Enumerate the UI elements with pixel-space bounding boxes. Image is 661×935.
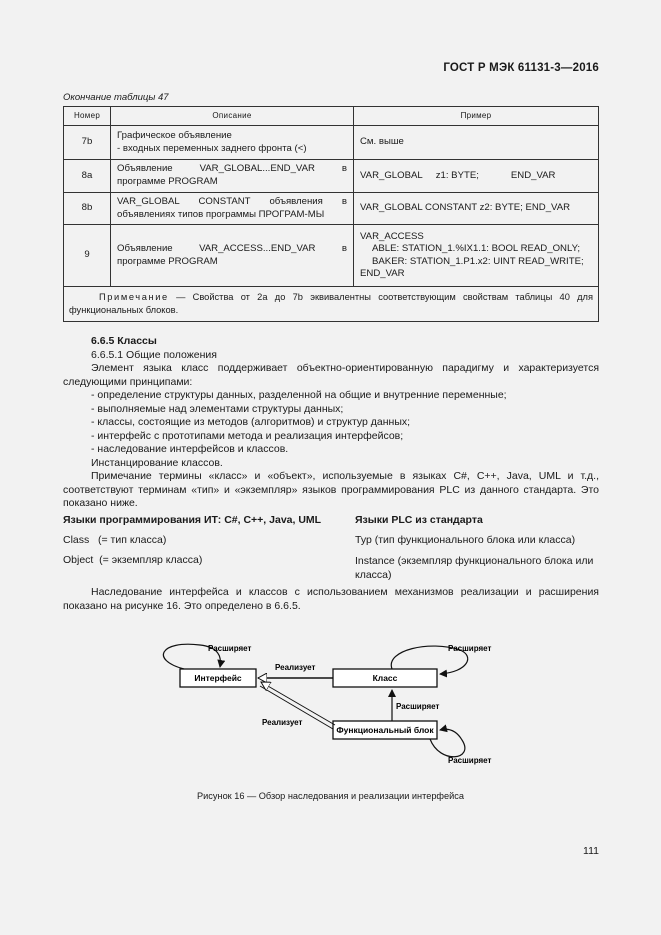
row-description: Объявление VAR_GLOBAL...END_VAR в программе PROGRAM [111,160,354,193]
column-header: Номер [64,107,111,126]
fb-extends-label: Расширяет [448,756,492,765]
description-line: - входных переменных заднего фронта (<) [117,142,307,154]
section-heading: 6.6.5 Классы [91,335,157,347]
plc-languages-header: Языки PLC из стандарта [355,514,483,526]
class-label: Класс [372,673,398,683]
class-implements-label: Реализует [275,663,316,672]
row-number: 7b [64,126,111,160]
row-example: VAR_GLOBAL z1: BYTE; END_VAR [354,160,599,193]
list-item: - классы, состоящие из методов (алгоритмов) и структур данных; [91,416,411,428]
fb-implements-label: Реализует [262,718,303,727]
function-block-label: Функциональный блок [336,725,434,735]
note-text: — Свойства от 2a до 7b эквивалентны соответствующим свойствам таблицы 40 для функциональных блоков. [69,292,593,316]
instancing-paragraph: Инстанцирование классов. [91,456,223,469]
list-item: - определение структуры данных, разделенной на общие и внутренние переменные; [91,389,507,401]
comparison-right: Тур (тип функционального блока или класса) [355,534,576,546]
document-header: ГОСТ Р МЭК 61131-3—2016 [443,62,599,74]
row-number: 8a [64,160,111,193]
list-item: - интерфейс с прототипами метода и реализация интерфейсов; [91,429,404,442]
row-description: Объявление VAR_ACCESS...END_VAR в программе PROGRAM [111,225,354,287]
table-caption: Окончание таблицы 47 [63,92,169,103]
note-paragraph: Примечание термины «класс» и «объект», используемые в языках C#, C++, Java, UML и т.д., соответствуют терминам «тип» и «экземпляр» языков программирования PLC из данного стандарта. Это показано ниже. [63,470,599,509]
comparison-left: Class (= тип класса) [63,534,167,546]
example-line: VAR_ACCESS [360,230,424,242]
column-header: Пример [354,107,599,126]
note-label: Примечание [99,292,169,303]
description-line: Графическое объявление [117,129,232,141]
interface-label: Интерфейс [194,673,242,683]
fb-extends-class-label: Расширяет [396,702,440,711]
example-line: См. выше [360,136,404,148]
column-header: Описание [111,107,354,126]
row-example: VAR_GLOBAL CONSTANT z2: BYTE; END_VAR [354,193,599,225]
inheritance-text: Наследование интерфейса и классов с использованием механизмов реализации и расширения показано на рисунке 16. Это определено в 6.6.5. [63,586,599,612]
list-item: - наследование интерфейсов и классов. [91,443,289,455]
example-line: ABLE: STATION_1.%IX1.1: BOOL READ_ONLY; [372,243,581,255]
class-extends-label: Расширяет [448,644,492,653]
example-line: BAKER: STATION_1.P1.x2: UINT READ_WRITE; [372,255,584,267]
page-number: 111 [583,845,599,857]
it-languages-header: Языки программирования ИТ: C#, C++, Java, UML [63,514,322,526]
row-description: VAR_GLOBAL CONSTANT объявления в объявлениях типов программы ПРОГРАМ-МЫ [111,193,354,225]
intro-paragraph: Элемент языка класс поддерживает объектно-ориентированную парадигму и характеризуется следующими принципами: [63,362,599,388]
row-number: 9 [64,225,111,287]
subsection-heading: 6.6.5.1 Общие положения [91,348,217,361]
list-item: - выполняемые над элементами структуры данных; [91,402,344,415]
figure-caption: Рисунок 16 — Обзор наследования и реализации интерфейса [197,791,464,801]
example-line: END_VAR [360,268,405,280]
row-number: 8b [64,193,111,225]
comparison-right: Instance (экземпляр функционального блока или класса) [355,555,594,581]
interface-extends-label: Расширяет [208,644,252,653]
comparison-left: Object (= экземпляр класса) [63,554,203,566]
